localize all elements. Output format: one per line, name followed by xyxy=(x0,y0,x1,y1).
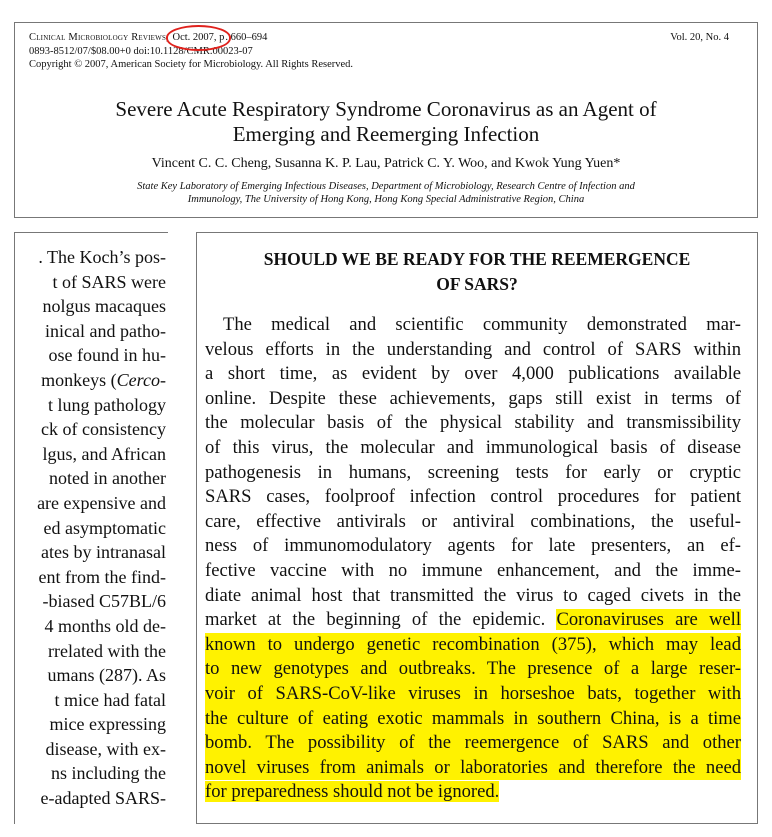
body-line: ness of immunomodulatory agents for late presenters, an ef- xyxy=(205,535,741,557)
body-line: pathogenesis in humans, screening tests for early or cryptic xyxy=(205,461,741,483)
highlighted-line: known to undergo genetic recombination (375), which may lead xyxy=(205,633,741,658)
left-column-line: ent from the find- xyxy=(38,566,166,587)
article-title xyxy=(35,97,737,147)
highlighted-text: for preparedness should not be ignored. xyxy=(205,781,500,803)
body-line: fective vaccine with no immune enhancement, and the imme- xyxy=(205,559,741,581)
left-column-line: e-adapted SARS- xyxy=(40,788,166,809)
title-line-2: Emerging and Reemerging Infection xyxy=(232,122,540,146)
left-column-line: noted in another xyxy=(49,468,166,489)
body-line: The medical and scientific community demonstrated mar- xyxy=(223,314,741,335)
left-column-line: ed asymptomatic xyxy=(43,517,166,538)
left-text-column xyxy=(14,232,168,824)
affiliation-line-2: Immunology, The University of Hong Kong, Hong Kong Special Administrative Region, China xyxy=(187,194,585,205)
left-column-line: t mice had fatal xyxy=(54,689,166,710)
volume-issue: Vol. 20, No. 4 xyxy=(670,32,729,43)
left-column-line: ck of consistency xyxy=(41,419,166,440)
left-column-line: mice expressing xyxy=(49,714,166,735)
left-column-line: -biased C57BL/6 xyxy=(42,591,166,612)
body-text-plain: market at the beginning of the epidemic. xyxy=(205,609,557,631)
journal-name: Clinical Microbiology Reviews, xyxy=(29,32,169,43)
highlighted-line: to new genotypes and outbreaks. The presence of a large reser- xyxy=(205,657,741,682)
highlighted-line: novel viruses from animals or laboratories and therefore the need xyxy=(205,756,741,781)
section-heading xyxy=(207,247,747,297)
highlighted-line: the culture of eating exotic mammals in southern China, is a time xyxy=(205,707,741,732)
highlighted-line-final xyxy=(205,780,741,805)
body-line: diate animal host that transmitted the virus to caged civets in the xyxy=(205,584,741,606)
highlighted-line: bomb. The possibility of the reemergence of SARS and other xyxy=(205,731,741,756)
body-line-mixed xyxy=(205,608,741,633)
journal-meta xyxy=(29,31,353,72)
affiliation xyxy=(65,180,707,206)
left-column-line: umans (287). As xyxy=(47,665,166,686)
body-line: velous efforts in the understanding and control of SARS within xyxy=(205,338,741,360)
citation-line xyxy=(29,31,353,45)
left-column-line: disease, with ex- xyxy=(45,738,166,759)
left-column-line: t lung pathology xyxy=(48,394,166,415)
section-heading-line-1: SHOULD WE BE READY FOR THE REEMERGENCE xyxy=(263,249,691,269)
body-line: a short time, as evident by over 4,000 publications available xyxy=(205,363,741,385)
left-column-line: ns including the xyxy=(51,763,166,784)
author-list: Vincent C. C. Cheng, Susanna K. P. Lau, Patrick C. Y. Woo, and Kwok Yung Yuen* xyxy=(151,156,621,171)
body-line: online. Despite these achievements, gaps still exist in terms of xyxy=(205,387,741,409)
left-column-line: are expensive and xyxy=(37,492,166,513)
body-line: of this virus, the molecular and immunological basis of disease xyxy=(205,436,741,458)
copyright-line: Copyright © 2007, American Society for Microbiology. All Rights Reserved. xyxy=(29,59,354,70)
left-column-line: 4 months old de- xyxy=(44,615,166,636)
left-column-line: t of SARS were xyxy=(52,271,166,292)
section-heading-line-2: OF SARS? xyxy=(436,274,518,294)
page-range: . 660–694 xyxy=(225,32,268,43)
affiliation-line-1: State Key Laboratory of Emerging Infectious Diseases, Department of Microbiology, Research Centre of Infection and xyxy=(137,181,635,192)
highlighted-line: voir of SARS-CoV-like viruses in horseshoe bats, together with xyxy=(205,682,741,707)
right-text-column xyxy=(196,232,758,824)
circled-publication-date: Oct. 2007, p xyxy=(172,32,225,43)
left-column-line: ose found in hu- xyxy=(48,345,166,366)
left-column-line: nolgus macaques xyxy=(42,296,166,317)
title-line-1: Severe Acute Respiratory Syndrome Coronavirus as an Agent of xyxy=(115,97,657,121)
body-line: SARS cases, foolproof infection control procedures for patient xyxy=(205,486,741,508)
body-line: the molecular basis of the physical stability and transmissibility xyxy=(205,412,741,434)
left-column-line: ates by intranasal xyxy=(41,542,166,563)
article-header xyxy=(14,22,758,218)
section-body xyxy=(205,313,741,805)
body-line: care, effective antivirals or antiviral combinations, the useful- xyxy=(205,510,741,532)
left-column-line: monkeys (Cerco- xyxy=(41,369,166,390)
left-column-line: rrelated with the xyxy=(48,640,166,661)
left-column-line: . The Koch’s pos- xyxy=(38,247,166,267)
issn-doi-line: 0893-8512/07/$08.00+0 doi:10.1128/CMR.00023-07 xyxy=(29,45,253,57)
left-column-line: inical and patho- xyxy=(45,320,166,341)
left-column-line: lgus, and African xyxy=(42,443,166,464)
highlighted-text: Coronaviruses are well xyxy=(556,609,741,631)
